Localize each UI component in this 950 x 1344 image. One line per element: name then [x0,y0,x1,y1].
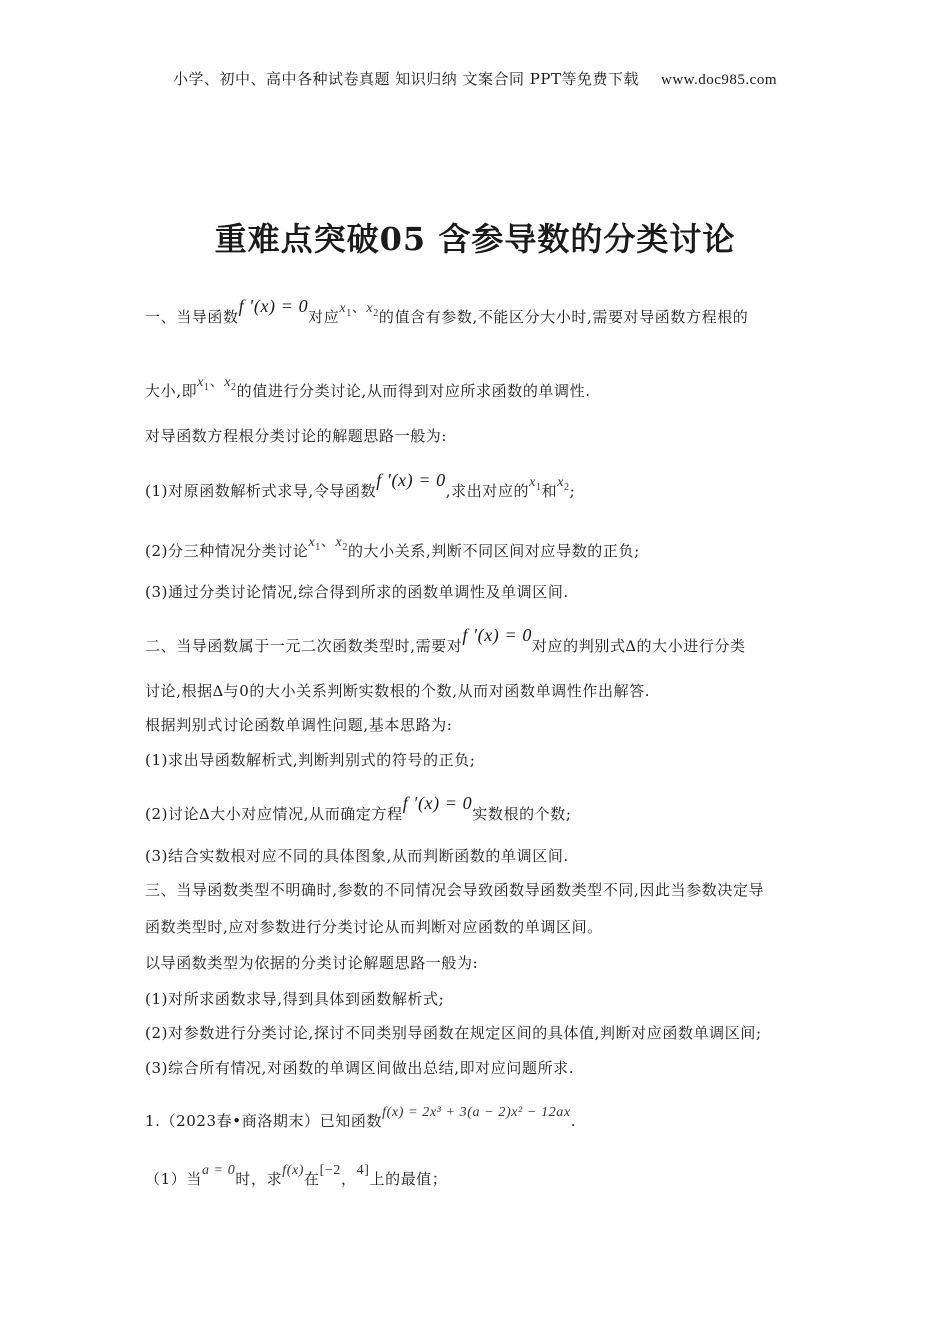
header-url[interactable]: www.doc985.com [660,72,777,88]
text: 1.（2023春•商洛期末）已知函数 [145,1112,383,1130]
text: （1）当 [145,1170,202,1188]
math-interval-start: [−2 [319,1163,342,1178]
para-3-step-2: (2)对参数进行分类讨论,探讨不同类别导函数在规定区间的具体值,判断对应函数单调区间; [145,1024,762,1042]
para-1-line-2 [145,375,591,403]
para-1-step-2 [145,535,640,563]
para-2-line-3: 根据判别式讨论函数单调性问题,基本思路为: [145,716,453,734]
text: 时，求 [235,1170,283,1188]
text: 与0的大小关系判断实数根的个数,从而对函数单调性作出解答. [223,682,651,700]
text: (1)对原函数解析式求导,令导函数 [145,482,377,500]
text: 的值含有参数,不能区分大小时,需要对导函数方程根的 [378,308,749,326]
text: ， [341,1170,357,1188]
math-function: f(x) = 2x³ + 3(a − 2)x² − 12ax [382,1105,571,1120]
text: 对应 [308,308,340,326]
math-delta: Δ [199,806,211,823]
text: 二、当导函数属于一元二次函数类型时,需要对 [145,637,463,655]
header-text: 小学、初中、高中各种试卷真题 知识归纳 文案合同 PPT等免费下载 [172,70,639,88]
para-2-line-1 [145,625,746,656]
text: 对应的判别式 [531,637,626,655]
math-fx: f(x) [282,1163,305,1178]
text: (2)讨论 [145,805,200,823]
text: 的值进行分类讨论,从而得到对应所求函数的单调性. [236,382,591,400]
para-1-line-1 [145,296,749,329]
text: 的大小进行分类 [636,637,746,655]
page-header [0,68,950,89]
text: (2)分三种情况分类讨论 [145,542,309,560]
math-delta: Δ [625,638,637,655]
question-1-part-1 [145,1163,448,1189]
text: 大小,即 [145,382,198,400]
math-x1: $x_1$ [529,475,542,493]
math-fprime-zero: f ′(x) = 0 [462,625,532,645]
para-3-step-3: (3)综合所有情况,对函数的单调区间做出总结,即对应问题所求. [145,1059,575,1077]
text: ; [569,482,576,500]
text: 大小对应情况,从而确定方程 [210,805,403,823]
para-3-line-2: 函数类型时,应对参数进行分类讨论从而判断对应函数的单调区间。 [145,918,603,936]
para-1-step-3: (3)通过分类讨论情况,综合得到所求的函数单调性及单调区间. [145,583,569,601]
text: 讨论,根据 [145,682,213,700]
math-fprime-zero: f ′(x) = 0 [238,296,309,316]
para-3-line-1: 三、当导函数类型不明确时,参数的不同情况会导致函数导函数类型不同,因此当参数决定导 [145,881,765,899]
math-interval-end: 4] [356,1163,370,1178]
math-fprime-zero: f ′(x) = 0 [376,470,446,490]
question-1 [145,1105,577,1131]
page-title: 重难点突破05 含参导数的分类讨论 [214,220,736,258]
math-x2: $x_2$ [557,475,570,493]
text: 和 [541,482,558,500]
text: 在 [304,1170,320,1188]
math-x1-x2: $x_1$、$x_2$ [308,535,348,553]
text: 上的最值； [369,1170,448,1188]
para-2-step-3: (3)结合实数根对应不同的具体图象,从而判断函数的单调区间. [145,847,569,865]
math-fprime-zero: f ′(x) = 0 [402,793,473,813]
para-2-line-2 [145,680,650,701]
math-a-zero: a = 0 [201,1163,236,1178]
math-x1: $x_1$、$x_2$ [339,301,379,319]
text: 实数根的个数; [472,805,572,823]
text: . [570,1112,577,1130]
para-3-line-3: 以导函数类型为依据的分类讨论解题思路一般为: [145,954,479,972]
para-2-step-2 [145,793,572,824]
para-1-line-3: 对导函数方程根分类讨论的解题思路一般为: [145,427,448,445]
text: 的大小关系,判断不同区间对应导数的正负; [347,542,640,560]
para-1-step-1 [145,470,576,503]
math-x1-x2: $x_1$、$x_2$ [197,375,237,393]
para-3-step-1: (1)对所求函数求导,得到具体到函数解析式; [145,990,445,1008]
text: 一、当导函数 [145,308,239,326]
math-delta: Δ [212,683,224,700]
text: ,求出对应的 [445,482,530,500]
para-2-step-1: (1)求出导函数解析式,判断判别式的符号的正负; [145,751,476,769]
